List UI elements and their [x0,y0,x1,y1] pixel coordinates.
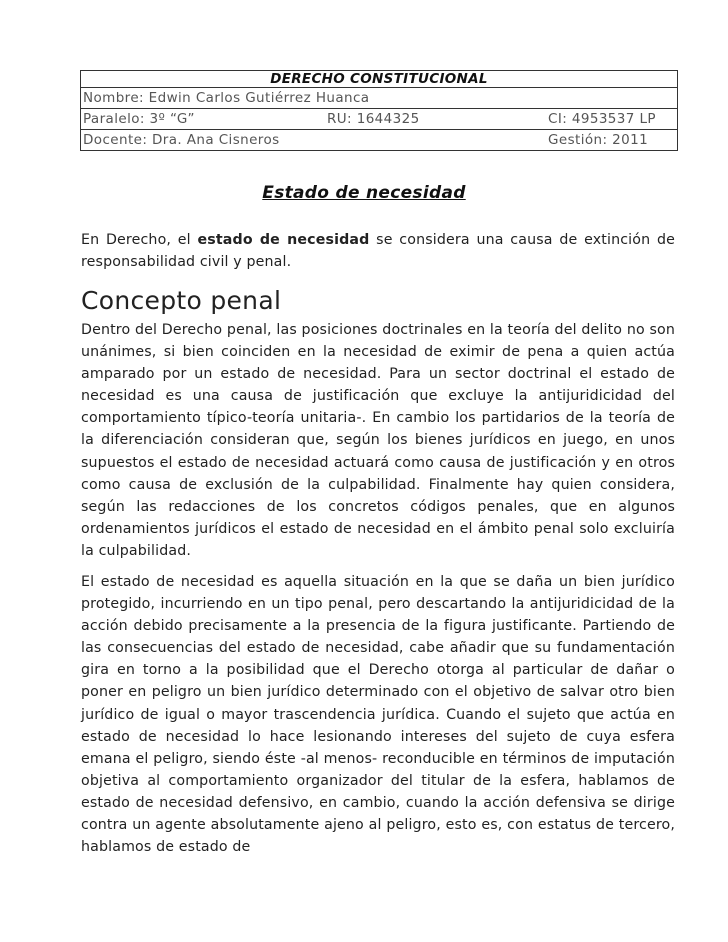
ci-number: CI: 4953537 LP [548,111,656,127]
header-row-name [81,88,677,109]
intro-bold-term: estado de necesidad [197,232,370,248]
header-row-ids [81,109,677,130]
intro-text-before: En Derecho, el [81,232,198,248]
document-title-text: Estado de necesidad [262,183,466,203]
student-name: Nombre: Edwin Carlos Gutiérrez Huanca [83,90,370,106]
intro-text-after: se considera una causa de extinción de responsabilidad civil y penal. [81,232,675,271]
docente: Docente: Dra. Ana Cisneros [83,132,280,148]
ru-number: RU: 1644325 [327,111,420,127]
header-row-docente [81,130,677,150]
body-paragraph-2: El estado de necesidad es aquella situación en la que se daña un bien jurídico protegido, incurriendo en un tipo penal, pero descartando la antijuridicidad de la acción debido precisamente a la presencia de la figura justificante. Partiendo de las consecuencias del estado de necesidad, cabe añadir que su fundamentación gira en torno a la posibilidad que el Derecho otorga al particular de dañar o poner en peligro un bien jurídico determinado con el objetivo de salvar otro bien jurídico de igual o mayor trascendencia jurídica. Cuando el sujeto que actúa en estado de necesidad lo hace lesionando intereses del sujeto de cuya esfera emana el peligro, siendo éste -al menos- reconducible en términos de imputación objetiva al comportamiento organizador del titular de la esfera, hablamos de estado de necesidad defensivo, en cambio, cuando la acción defensiva se dirige contra un agente absolutamente ajeno al peligro, esto es, con estatus de tercero, hablamos de estado de [81,574,675,856]
course-title: DERECHO CONSTITUCIONAL [81,71,677,88]
header-table [80,70,678,151]
section-heading: Concepto penal [81,286,282,315]
body-paragraph-1: Dentro del Derecho penal, las posiciones doctrinales en la teoría del delito no son unánimes, si bien coinciden en la necesidad de eximir de pena a quien actúa amparado por un estado de necesidad. Para un sector doctrinal el estado de necesidad es una causa de justificación que excluye la antijuridicidad del comportamiento típico-teoría unitaria-. En cambio los partidarios de la teoría de la diferenciación consideran que, según los bienes jurídicos en juego, en unos supuestos el estado de necesidad actuará como causa de justificación y en otros como causa de exclusión de la culpabilidad. Finalmente hay quien considera, según las redacciones de los concretos códigos penales, que en algunos ordenamientos jurídicos el estado de necesidad en el ámbito penal solo excluiría la culpabilidad. [81,322,675,559]
gestion: Gestión: 2011 [548,132,649,148]
intro-paragraph [81,229,675,273]
paralelo: Paralelo: 3º “G” [83,111,195,127]
document-title [0,183,728,203]
